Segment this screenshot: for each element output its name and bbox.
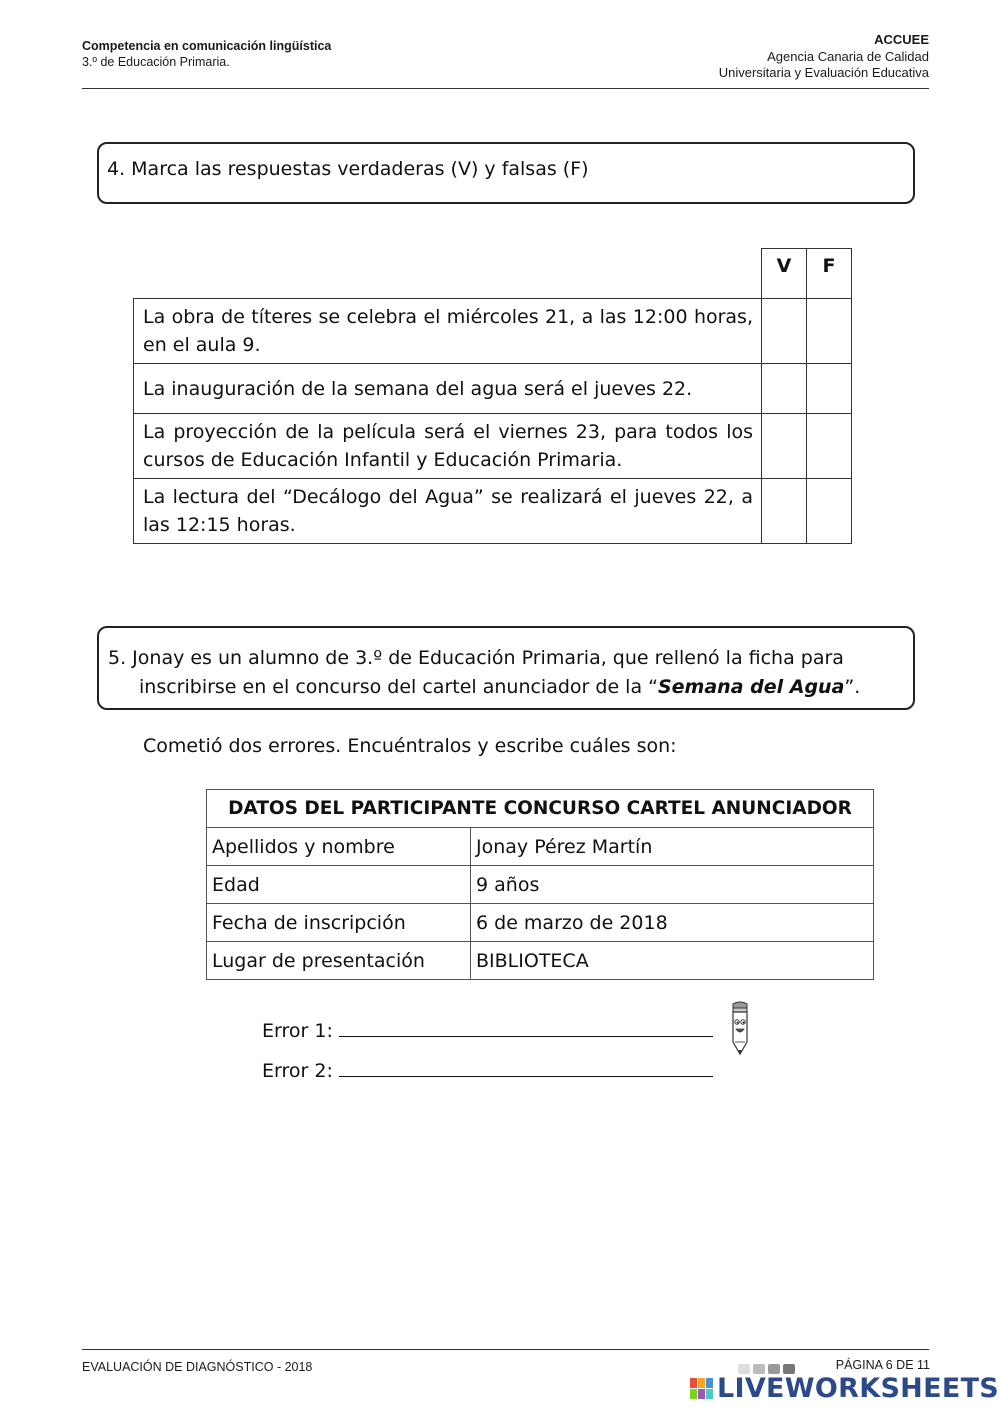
row-label: Fecha de inscripción — [207, 904, 471, 942]
error-2-label: Error 2: — [262, 1060, 333, 1082]
statement-4: La lectura del “Decálogo del Agua” se realizará el jueves 22, a las 12:15 horas. — [134, 479, 762, 544]
table-row — [207, 866, 874, 904]
semana-del-agua-emphasis: Semana del Agua — [657, 676, 845, 698]
question-5-box — [97, 626, 915, 710]
footer-exam-name: EVALUACIÓN DE DIAGNÓSTICO - 2018 — [82, 1360, 313, 1374]
error-1-label: Error 1: — [262, 1020, 333, 1042]
subject-title: Competencia en comunicación lingüística — [82, 39, 332, 53]
question-4-prompt: 4. Marca las respuestas verdaderas (V) y falsas (F) — [107, 158, 589, 180]
error-1-answer-line[interactable] — [339, 1018, 713, 1037]
statement-3: La proyección de la película será el viernes 23, para todos los cursos de Educación Infantil y Educación Primaria. — [134, 414, 762, 479]
question-5-instruction: Cometió dos errores. Encuéntralos y escribe cuáles son: — [143, 735, 677, 757]
error-1-row — [262, 1018, 713, 1042]
statement-3-v-cell[interactable] — [762, 414, 807, 479]
header-left — [82, 38, 331, 70]
statement-4-f-cell[interactable] — [807, 479, 852, 544]
participant-table-title: DATOS DEL PARTICIPANTE CONCURSO CARTEL ANUNCIADOR — [207, 790, 874, 828]
error-2-row — [262, 1058, 713, 1082]
row-value: Jonay Pérez Martín — [471, 828, 874, 866]
statement-1: La obra de títeres se celebra el miércoles 21, a las 12:00 horas, en el aula 9. — [134, 299, 762, 364]
header-right — [719, 32, 929, 82]
footer-divider — [82, 1349, 929, 1350]
true-false-table — [133, 248, 852, 544]
row-value: 9 años — [471, 866, 874, 904]
liveworksheets-logo-icon — [690, 1378, 714, 1400]
page-number: PÁGINA 6 DE 11 — [835, 1358, 930, 1372]
statement-2-f-cell[interactable] — [807, 364, 852, 414]
statement-3-f-cell[interactable] — [807, 414, 852, 479]
watermark-text: LIVEWORKSHEETS — [717, 1373, 1000, 1404]
liveworksheets-watermark — [690, 1373, 999, 1404]
statement-1-f-cell[interactable] — [807, 299, 852, 364]
error-2-answer-line[interactable] — [339, 1058, 713, 1077]
row-label: Edad — [207, 866, 471, 904]
table-row — [207, 904, 874, 942]
header-divider — [82, 88, 929, 89]
question-5-line2: inscribirse en el concurso del cartel anunciador de la “Semana del Agua”. — [139, 676, 861, 698]
agency-line2: Universitaria y Evaluación Educativa — [718, 65, 929, 80]
question-4-box — [97, 142, 915, 204]
table-row — [207, 942, 874, 980]
statement-4-v-cell[interactable] — [762, 479, 807, 544]
col-v-header: V — [762, 249, 807, 299]
question-5-line1: 5. Jonay es un alumno de 3.º de Educación Primaria, que rellenó la ficha para — [108, 647, 844, 669]
table-row — [207, 828, 874, 866]
row-label: Lugar de presentación — [207, 942, 471, 980]
statement-2: La inauguración de la semana del agua será el jueves 22. — [134, 364, 762, 414]
statement-1-v-cell[interactable] — [762, 299, 807, 364]
pencil-mascot-icon — [727, 1000, 753, 1056]
row-label: Apellidos y nombre — [207, 828, 471, 866]
col-f-header: F — [807, 249, 852, 299]
statement-2-v-cell[interactable] — [762, 364, 807, 414]
grade-label: 3.º de Educación Primaria. — [82, 55, 230, 69]
agency-line1: Agencia Canaria de Calidad — [767, 48, 929, 64]
row-value: BIBLIOTECA — [471, 942, 874, 980]
participant-data-table — [206, 789, 874, 980]
row-value: 6 de marzo de 2018 — [471, 904, 874, 942]
agency-acronym: ACCUEE — [874, 32, 929, 47]
